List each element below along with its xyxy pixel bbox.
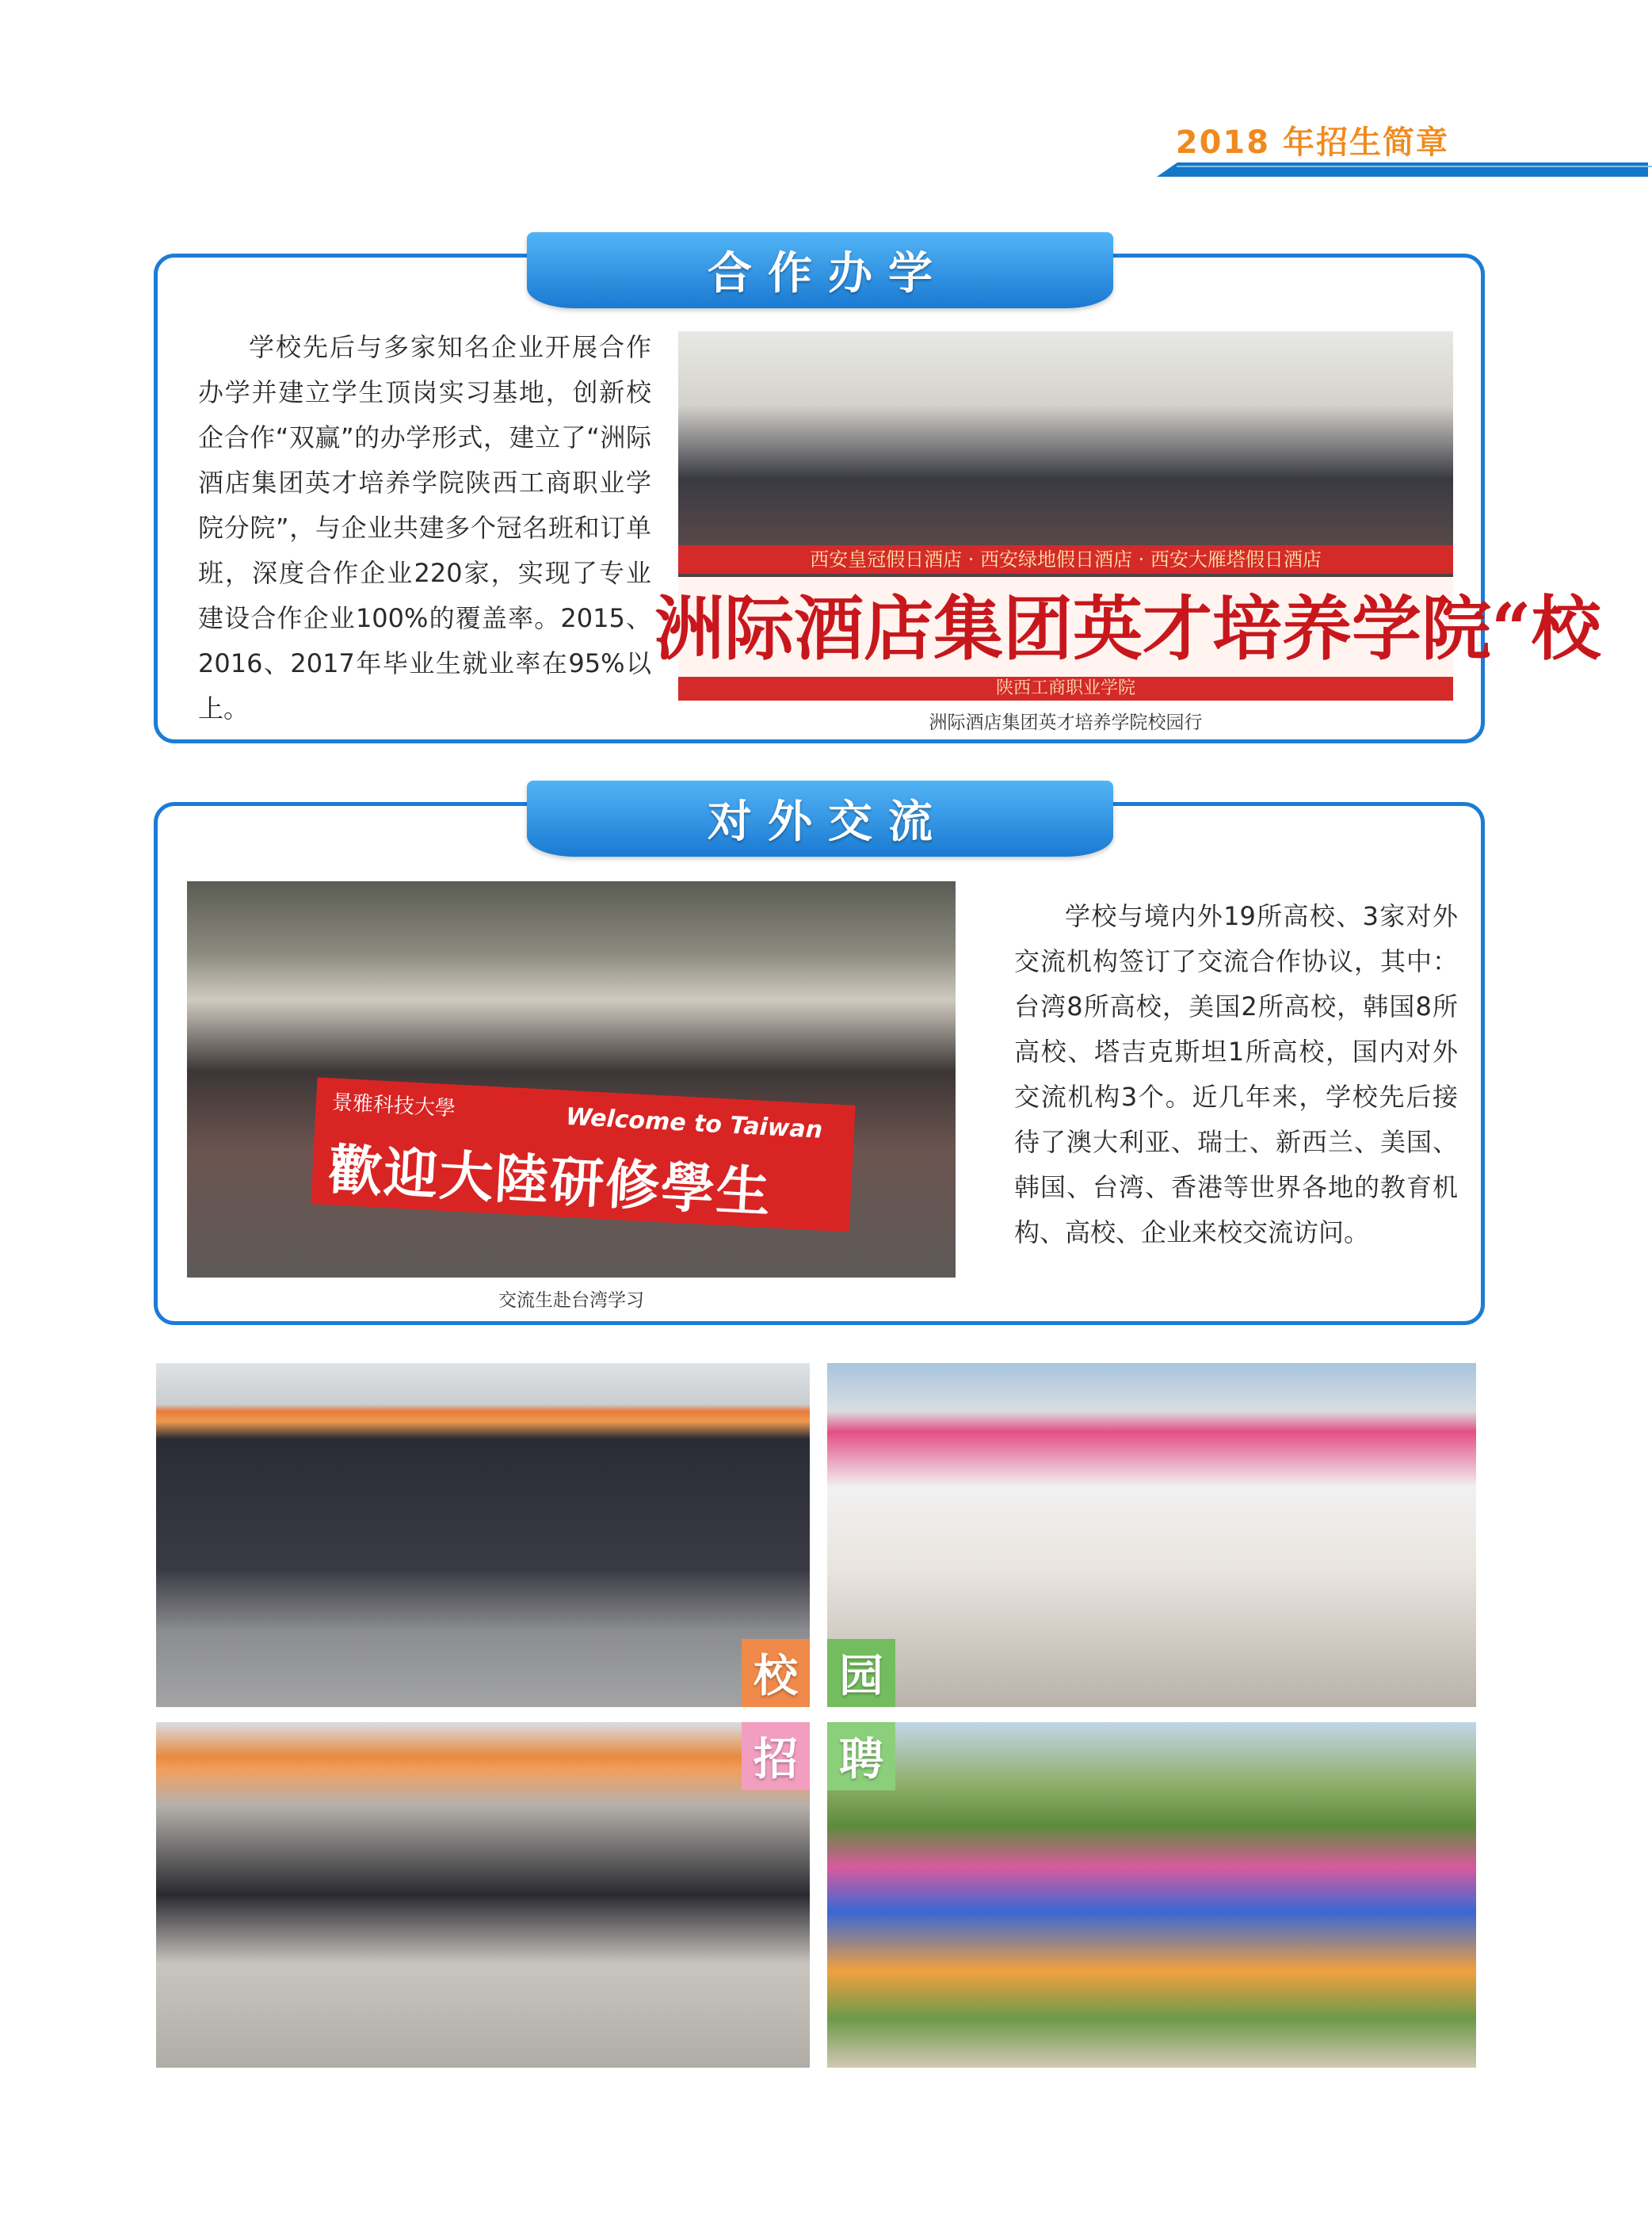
cooperation-paragraph: 学校先后与多家知名企业开展合作办学并建立学生顶岗实习基地，创新校企合作“双赢”的办学形式，建立了“洲际酒店集团英才培养学院陕西工商职业学院分院”，与企业共建多个冠名班和订单班，深度合作企业220家，实现了专业建设合作企业100%的覆盖率。2015、2016、2017年毕业生就业率在95%以上。 (198, 332, 651, 724)
header-accent-line (1177, 166, 1652, 167)
exchange-paragraph: 学校与境内外19所高校、3家对外交流机构签订了交流合作协议，其中：台湾8所高校，美国2所高校，韩国8所高校、塔吉克斯坦1所高校，国内对外交流机构3个。近几年来，学校先后接待了澳大利亚、瑞士、新西兰、美国、韩国、台湾、香港等世界各地的教育机构、高校、企业来校交流访问。 (1014, 901, 1458, 1247)
exchange-heading: 对外交流 (708, 796, 948, 848)
photo-banner-bottom: 陕西工商职业学院 (678, 677, 1453, 701)
welcome-banner-university: 景雅科技大學 (331, 1090, 456, 1121)
header-accent-bar (1157, 162, 1648, 177)
cooperation-photo (654, 331, 1601, 701)
exchange-photo (187, 881, 956, 1278)
welcome-banner-chinese: 歡迎大陸研修學生 (326, 1138, 773, 1225)
recruitment-tile-3: 招 (742, 1722, 810, 1790)
exchange-heading-tab (527, 781, 1113, 857)
exchange-photo-caption: 交流生赴台湾学习 (498, 1290, 644, 1311)
cooperation-heading: 合作办学 (708, 247, 948, 300)
recruitment-tile-4: 聘 (827, 1722, 895, 1790)
recruitment-photo-students (156, 1722, 810, 2068)
welcome-banner-english: Welcome to Taiwan (565, 1102, 823, 1144)
welcome-banner (311, 1077, 855, 1232)
photo-banner-top: 西安皇冠假日酒店 · 西安绿地假日酒店 · 西安大雁塔假日酒店 (678, 545, 1453, 574)
cooperation-photo-caption: 洲际酒店集团英才培养学院校园行 (929, 712, 1203, 733)
recruitment-photo-interview (827, 1363, 1476, 1707)
recruitment-photo-crowd (156, 1363, 810, 1707)
recruitment-photo-aerial (827, 1722, 1476, 2068)
brochure-title: 2018 年招生简章 (1175, 124, 1449, 161)
cooperation-heading-tab (527, 232, 1113, 308)
photo-banner-main: 洲际酒店集团英才培养学院“校 (678, 577, 1453, 680)
recruitment-tile-2: 园 (827, 1639, 895, 1707)
recruitment-tile-1: 校 (742, 1639, 810, 1707)
